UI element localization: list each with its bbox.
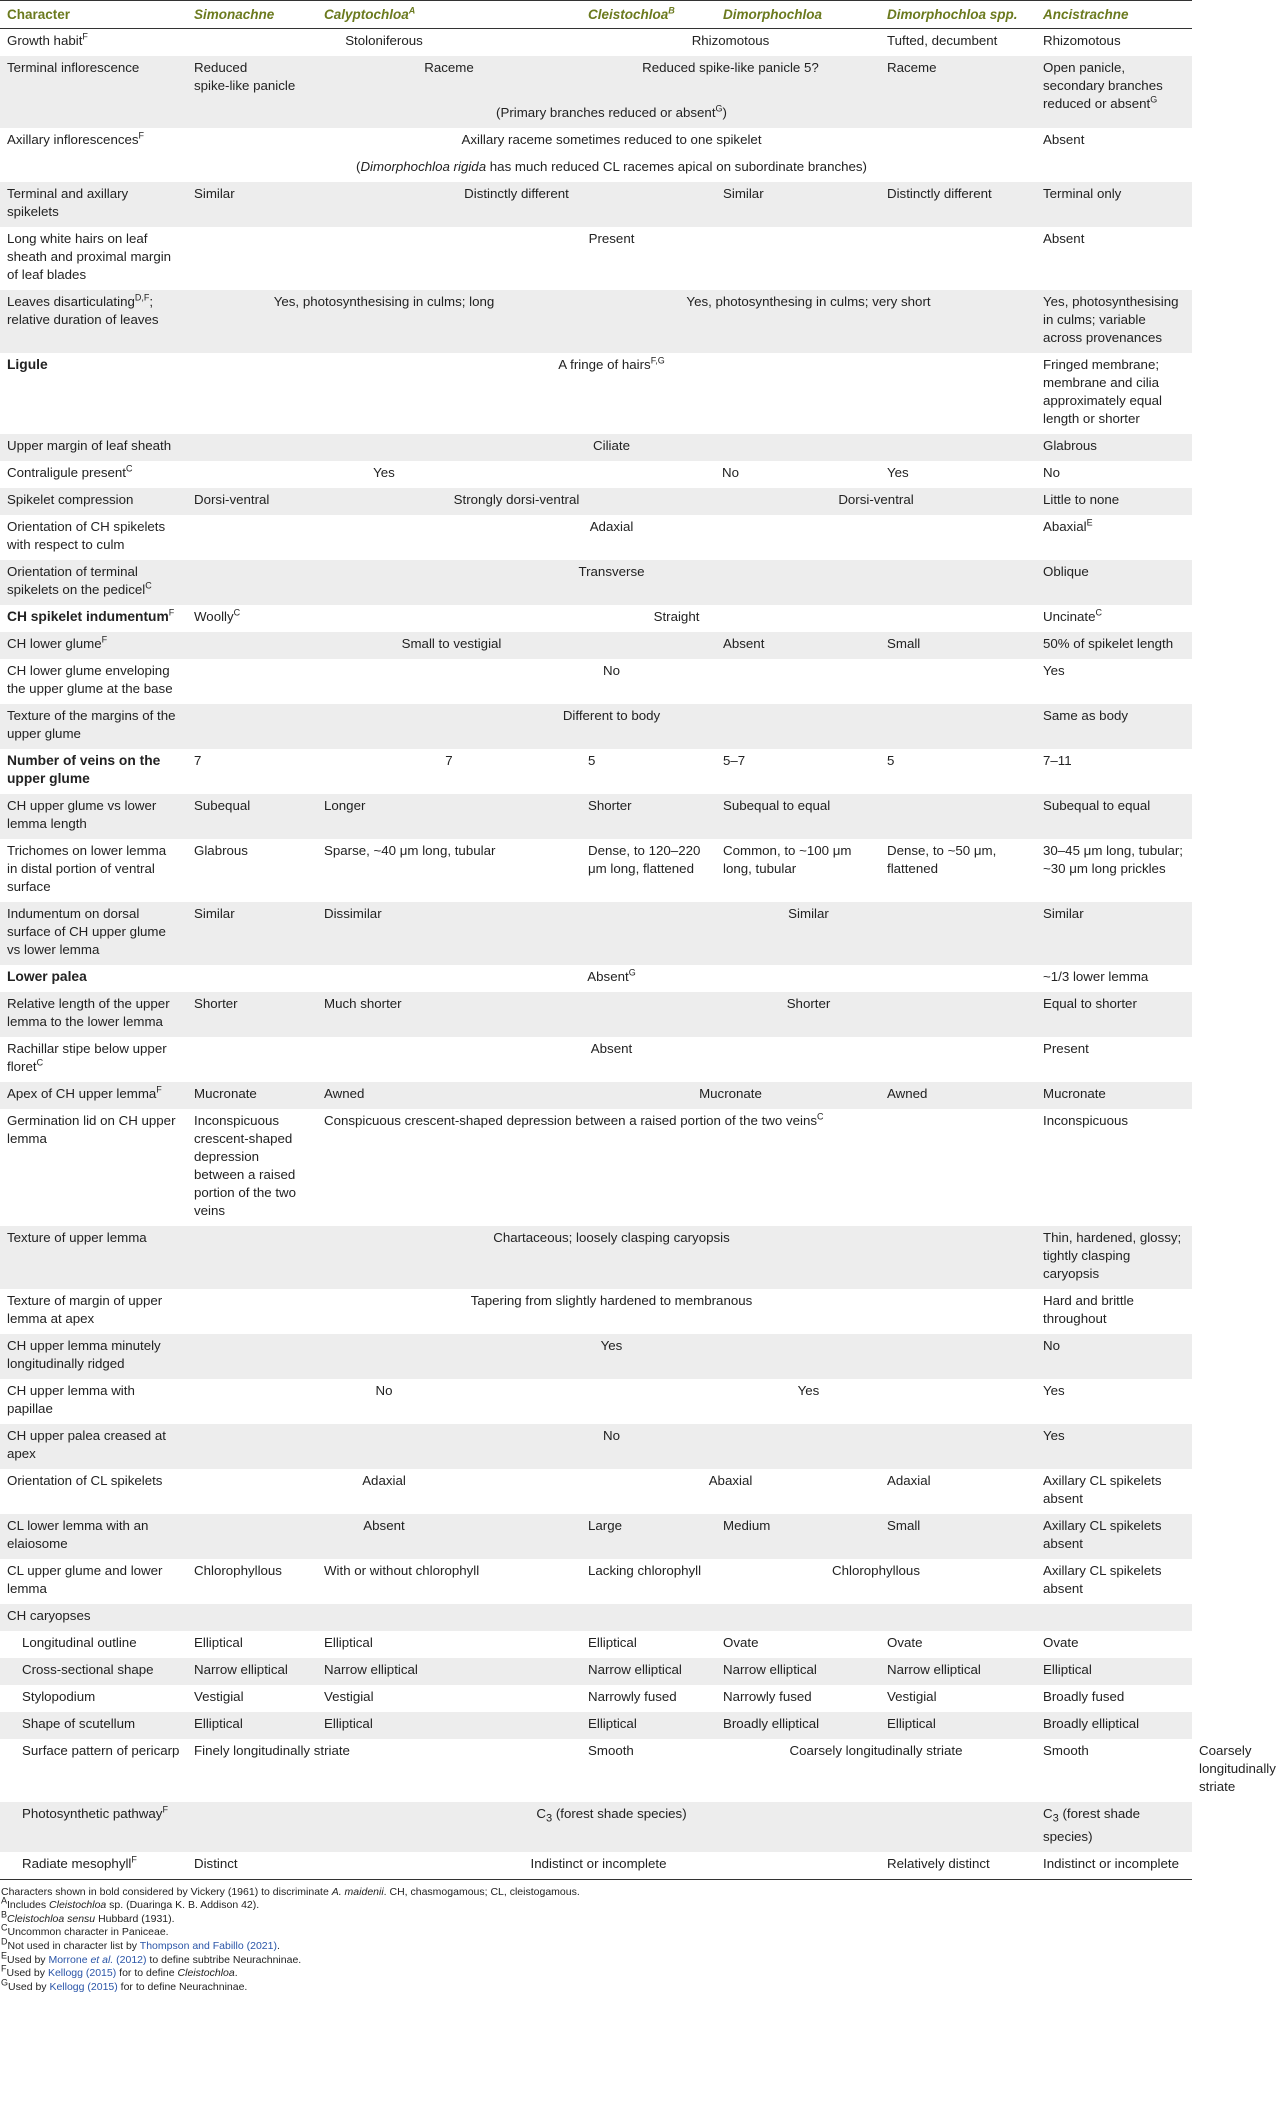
table-row <box>0 1424 1192 1469</box>
table-cell: Straight <box>653 609 700 624</box>
table-row: Surface pattern of pericarp Finely longitudinally striate Smooth Coarsely longitudinally striate Smooth Coarsely longitudinally striate <box>0 1739 1192 1802</box>
table-cell: Oblique <box>1036 560 1192 605</box>
column-header: Character <box>7 6 71 22</box>
table-cell: Narrow elliptical <box>880 1658 1036 1685</box>
table-row <box>0 965 1192 992</box>
table-cell: Mucronate <box>581 1082 880 1109</box>
table-row <box>0 1082 1192 1109</box>
table-row <box>0 1658 1192 1685</box>
column-header: Dimorphochloa <box>723 6 823 22</box>
footnote: $^D$Not used in character list by Thompson and Fabillo (2021). <box>1 1936 280 1953</box>
table-cell: Similar <box>1036 902 1192 965</box>
row-label: CH upper palea creased at apex <box>0 1424 187 1469</box>
table-cell: Dissimilar <box>317 902 581 965</box>
footnote: $^B$Cleistochloa sensu Hubbard (1931). <box>1 1909 175 1925</box>
table-cell: Vestigial <box>887 1689 937 1704</box>
row-label: Upper margin of leaf sheath <box>0 434 187 461</box>
table-cell: Conspicuous crescent-shaped depression between a raised portion of the two veins$^C$ <box>324 1111 824 1128</box>
table-row <box>0 353 1192 434</box>
table-cell: Rhizomotous <box>691 33 770 48</box>
row-label: CH upper lemma minutely longitudinally ridged <box>0 1334 187 1379</box>
table-cell: 5 <box>887 753 895 768</box>
row-label: Germination lid on CH upper lemma <box>7 1113 176 1146</box>
table-row <box>0 1802 1192 1852</box>
table-cell: Yes <box>373 465 395 480</box>
table-cell: Little to none <box>1036 488 1192 515</box>
footnote: $^G$Used by Kellogg (2015) for to define Neurachninae. <box>1 1977 248 1993</box>
table-cell: Mucronate <box>187 1082 317 1109</box>
table-row <box>0 461 1192 488</box>
row-label: CH caryopses <box>0 1604 1192 1631</box>
row-label: Number of veins on the upper glume <box>7 753 161 786</box>
table-cell: No <box>375 1383 393 1398</box>
table-cell: Adaxial <box>887 1473 931 1488</box>
table-row <box>0 902 1192 965</box>
table-cell: Dorsi-ventral <box>187 488 317 515</box>
row-label: Stylopodium <box>22 1689 96 1704</box>
table-cell: Similar <box>716 182 880 227</box>
row-label: CH spikelet indumentum$^F$ <box>7 607 175 624</box>
table-cell: Yes <box>887 465 909 480</box>
table-cell: Broadly fused <box>1043 1689 1125 1704</box>
table-cell: Medium <box>716 1514 880 1559</box>
table-cell: Relatively distinct <box>887 1855 990 1871</box>
table-cell: Abaxial$^E$ <box>1043 517 1093 534</box>
footnote: $^E$Used by Morrone et al. (2012) to define subtribe Neurachninae. <box>1 1950 302 1966</box>
table-cell: Thin, hardened, glossy; tightly clasping caryopsis <box>1036 1226 1192 1289</box>
column-header: Cleistochloa$^B$ <box>588 5 675 22</box>
row-label: Rachillar stipe below upper floret$^C$ <box>7 1041 167 1074</box>
table-cell: Tapering from slightly hardened to membranous <box>470 1293 753 1308</box>
table-cell: Mucronate <box>1036 1082 1192 1109</box>
row-label: Axillary inflorescences$^F$ <box>7 130 145 147</box>
table-cell: A fringe of hairs$^{F,G}$ <box>558 355 665 372</box>
table-row <box>0 29 1192 57</box>
row-label: Apex of CH upper lemma$^F$ <box>0 1082 187 1109</box>
table-cell: Inconspicuous <box>1043 1113 1129 1128</box>
table-cell: Abaxial <box>708 1473 753 1488</box>
table-cell: Absent <box>187 1514 581 1559</box>
row-label: Contraligule present$^C$ <box>7 463 133 480</box>
table-row <box>0 434 1192 461</box>
table-cell: Elliptical <box>880 1712 1036 1739</box>
table-row <box>0 1514 1192 1559</box>
row-label: Trichomes on lower lemma in distal portion of ventral surface <box>7 843 167 894</box>
table-cell: Axillary CL spikelets absent <box>1043 1473 1162 1506</box>
row-label: CL lower lemma with an elaiosome <box>0 1514 187 1559</box>
table-cell: Distinctly different <box>317 182 716 227</box>
table-cell: Yes, photosynthesising in culms; long <box>187 290 581 353</box>
table-cell: Small to vestigial <box>187 632 716 659</box>
table-cell: 5 <box>588 753 596 768</box>
row-label: Texture of margin of upper lemma at apex <box>7 1293 163 1326</box>
table-cell: Ciliate <box>187 434 1036 461</box>
table-cell: Vestigial <box>324 1689 374 1704</box>
table-cell: Elliptical <box>187 1712 317 1739</box>
table-row <box>0 290 1192 353</box>
table-cell: Different to body <box>187 704 1036 749</box>
table-cell: 7 <box>194 753 202 768</box>
table-cell: Narrow elliptical <box>317 1658 581 1685</box>
table-cell: Chlorophyllous <box>832 1563 920 1578</box>
table-cell: Awned <box>880 1082 1036 1109</box>
table-cell: Yes <box>1043 1383 1065 1398</box>
table-cell: Dense, to ~50 μm, flattened <box>887 843 997 876</box>
table-row <box>0 1604 1192 1631</box>
table-cell: Smooth <box>1043 1743 1089 1758</box>
table-cell: No <box>603 663 620 678</box>
row-label: Relative length of the upper lemma to the lower lemma <box>0 992 187 1037</box>
table-cell: Narrowly fused <box>723 1689 812 1704</box>
table-row <box>0 1712 1192 1739</box>
table-row <box>0 749 1192 794</box>
table-row <box>0 1469 1192 1514</box>
table-cell: Narrowly fused <box>588 1689 677 1704</box>
row-label: CH upper lemma with papillae <box>7 1383 135 1416</box>
table-cell: Indistinct or incomplete <box>530 1855 667 1871</box>
table-cell: Uncinate$^C$ <box>1043 607 1102 624</box>
table-cell: Terminal only <box>1036 182 1192 227</box>
row-label: Shape of scutellum <box>0 1712 187 1739</box>
row-label: Indumentum on dorsal surface of CH upper glume vs lower lemma <box>0 902 187 965</box>
row-label: Long white hairs on leaf sheath and proximal margin of leaf blades <box>7 231 172 282</box>
table-row <box>0 1334 1192 1379</box>
table-cell: Adaxial <box>362 1473 406 1488</box>
table-cell: Coarsely longitudinally striate <box>789 1743 963 1758</box>
table-cell: Stoloniferous <box>345 33 423 48</box>
row-label: Photosynthetic pathway$^F$ <box>0 1802 187 1852</box>
table-cell: Tufted, decumbent <box>887 33 998 48</box>
table-cell: $C_3$ (forest shade species) <box>187 1802 1036 1852</box>
table-row <box>0 488 1192 515</box>
table-cell: No <box>1043 465 1060 480</box>
table-cell: Inconspicuous crescent-shaped depression between a raised portion of the two veins <box>194 1113 297 1218</box>
table-cell: Absent$^G$ <box>587 967 636 984</box>
table-row <box>0 56 1192 101</box>
column-header: Calyptochloa$^A$ <box>324 5 416 22</box>
table-cell: Distinctly different <box>880 182 1036 227</box>
table-cell: Reduced spike-like panicle 5? <box>581 56 880 101</box>
column-header: Simonachne <box>194 6 275 22</box>
table-cell: Adaxial <box>589 519 634 534</box>
table-cell: No <box>187 1424 1036 1469</box>
row-label: Terminal and axillary spikelets <box>0 182 187 227</box>
row-label: Terminal inflorescence <box>0 56 187 128</box>
table-cell: Ovate <box>1043 1635 1079 1650</box>
footnote: $^C$Uncommon character in Paniceae. <box>1 1922 169 1939</box>
table-footnotes <box>0 1880 1192 1995</box>
row-label: Radiate mesophyll$^F$ <box>22 1854 137 1871</box>
table-row <box>0 605 1192 632</box>
footnote: $^F$Used by Kellogg (2015) for to define Cleistochloa. <box>1 1963 238 1980</box>
table-row <box>0 515 1192 560</box>
table-cell: Axillary raceme sometimes reduced to one spikelet <box>461 132 762 147</box>
row-label: Ligule <box>7 357 48 372</box>
table-row <box>0 659 1192 704</box>
table-cell: Narrow elliptical <box>187 1658 317 1685</box>
table-cell: Longer <box>317 794 581 839</box>
table-cell: Distinct <box>194 1855 238 1871</box>
table-cell: Yes, photosynthesing in culms; very short <box>581 290 1036 353</box>
table-cell: Ovate <box>723 1635 759 1650</box>
table-cell: Narrow elliptical <box>581 1658 716 1685</box>
table-cell: Lacking chlorophyll <box>588 1563 702 1578</box>
column-header: Dimorphochloa spp. <box>887 6 1018 22</box>
row-label: Orientation of terminal spikelets on the pedicel$^C$ <box>0 560 187 605</box>
table-row <box>0 128 1192 155</box>
table-cell: Rhizomotous <box>1043 33 1121 48</box>
table-cell: Indistinct or incomplete <box>1043 1855 1179 1871</box>
table-cell: No <box>722 465 739 480</box>
table-header <box>0 1 1192 29</box>
table-cell: Ovate <box>887 1635 923 1650</box>
table-cell: Hard and brittle throughout <box>1043 1293 1134 1326</box>
table-cell: 30–45 μm long, tubular; ~30 μm long prickles <box>1043 843 1183 876</box>
row-label: Lower palea <box>7 969 87 984</box>
table-cell: With or without chlorophyll <box>324 1563 480 1578</box>
table-cell: 7 <box>445 753 453 768</box>
table-row <box>0 1289 1192 1334</box>
table-cell: Yes <box>187 1334 1036 1379</box>
row-label: Spikelet compression <box>0 488 187 515</box>
table-cell: Broadly elliptical <box>1036 1712 1192 1739</box>
table-cell: Axillary CL spikelets absent <box>1043 1563 1162 1596</box>
table-cell: Axillary CL spikelets absent <box>1036 1514 1192 1559</box>
footnote: Characters shown in bold considered by Vickery (1961) to discriminate A. maidenii. CH, chasmogamous; CL, cleistogamous. <box>1 1885 580 1898</box>
table-row <box>0 992 1192 1037</box>
table-cell: Vestigial <box>194 1689 244 1704</box>
table-cell: Similar <box>581 902 1036 965</box>
table-cell: Strongly dorsi-ventral <box>317 488 716 515</box>
table-cell: Subequal to equal <box>1036 794 1192 839</box>
table-cell: Glabrous <box>194 843 248 858</box>
table-cell: Smooth <box>588 1743 634 1758</box>
table-row <box>0 227 1192 290</box>
table-row <box>0 560 1192 605</box>
footnote: $^A$Includes Cleistochloa sp. (Duaringa K. B. Addison 42). <box>1 1895 260 1912</box>
table-cell: Awned <box>317 1082 581 1109</box>
table-cell: Chlorophyllous <box>194 1563 282 1578</box>
table-row <box>0 1226 1192 1289</box>
table-cell: Sparse, ~40 μm long, tubular <box>324 843 496 858</box>
table-cell: Dense, to 120–220 μm long, flattened <box>588 843 701 876</box>
row-label: CL upper glume and lower lemma <box>7 1563 163 1596</box>
table-cell: Shorter <box>581 794 716 839</box>
table-cell: Narrow elliptical <box>716 1658 880 1685</box>
table-row <box>0 1379 1192 1424</box>
table-cell: Elliptical <box>1036 1658 1192 1685</box>
table-cell: Yes <box>1043 663 1065 678</box>
row-label: Surface pattern of pericarp <box>22 1743 180 1758</box>
table-cell: Fringed membrane; membrane and cilia approximately equal length or shorter <box>1043 357 1163 426</box>
table-row <box>0 839 1192 902</box>
table-cell: Elliptical <box>324 1635 373 1650</box>
table-row <box>0 1109 1192 1226</box>
table-row <box>0 1852 1192 1880</box>
table-cell: Common, to ~100 μm long, tubular <box>723 843 852 876</box>
row-label: CH lower glume enveloping the upper glume at the base <box>7 663 173 696</box>
table-cell: Shorter <box>187 992 317 1037</box>
table-cell: Shorter <box>581 992 1036 1037</box>
table-cell: Finely longitudinally striate <box>194 1743 350 1758</box>
table-cell: Yes <box>797 1383 820 1398</box>
table-body <box>0 29 1276 1880</box>
table-cell: Equal to shorter <box>1036 992 1192 1037</box>
table-cell: Elliptical <box>194 1635 243 1650</box>
table-cell: Woolly$^C$ <box>194 607 241 624</box>
table-cell: Similar <box>187 182 317 227</box>
table-cell: Absent <box>716 632 880 659</box>
table-cell: $C_3$ (forest shade species) <box>1036 1802 1192 1852</box>
table-cell: Present <box>588 231 635 246</box>
table-row <box>0 704 1192 749</box>
row-label: Orientation of CL spikelets <box>7 1473 163 1488</box>
row-label: CH lower glume$^F$ <box>0 632 187 659</box>
row-label: Longitudinal outline <box>22 1635 137 1650</box>
table-row <box>0 182 1192 227</box>
table-cell: Elliptical <box>317 1712 581 1739</box>
row-label: (Dimorphochloa rigida has much reduced CL racemes apical on subordinate branches) <box>356 159 867 174</box>
table-row <box>0 1685 1192 1712</box>
table-cell: Transverse <box>187 560 1036 605</box>
table-cell: Yes, photosynthesising in culms; variable across provenances <box>1036 290 1192 353</box>
table-cell: 5–7 <box>723 753 746 768</box>
table-cell: Elliptical <box>588 1635 637 1650</box>
table-row <box>0 1037 1192 1082</box>
row-label: CH upper glume vs lower lemma length <box>0 794 187 839</box>
table-row <box>0 794 1192 839</box>
table-cell: Yes <box>1036 1424 1192 1469</box>
table-cell: Same as body <box>1036 704 1192 749</box>
row-label: Texture of upper lemma <box>0 1226 187 1289</box>
row-label: (Primary branches reduced or absent$^G$) <box>187 101 1036 128</box>
table-row <box>0 1559 1192 1604</box>
table-cell: Glabrous <box>1036 434 1192 461</box>
table-cell: Absent <box>590 1041 633 1056</box>
table-cell: Subequal to equal <box>716 794 1036 839</box>
table-cell: Much shorter <box>317 992 581 1037</box>
table-cell: Small <box>880 632 1036 659</box>
table-cell: Present <box>1043 1041 1089 1056</box>
table-row <box>0 1631 1192 1658</box>
table-cell: Raceme <box>317 56 581 101</box>
table-cell: Broadly elliptical <box>716 1712 880 1739</box>
table-cell: Dorsi-ventral <box>716 488 1036 515</box>
table-cell: Small <box>880 1514 1036 1559</box>
table-cell: Reduced spike-like panicle <box>187 56 317 101</box>
row-label: Texture of the margins of the upper glume <box>0 704 187 749</box>
row-label: Orientation of CH spikelets with respect to culm <box>7 519 166 552</box>
table-cell: Absent <box>1043 231 1085 246</box>
table-cell: Subequal <box>187 794 317 839</box>
table-cell: Elliptical <box>581 1712 716 1739</box>
table-cell: Raceme <box>880 56 1036 101</box>
table-cell: No <box>1036 1334 1192 1379</box>
column-header: Ancistrachne <box>1043 6 1129 22</box>
table-cell: Chartaceous; loosely clasping caryopsis <box>187 1226 1036 1289</box>
row-label: Leaves disarticulating$^{D,F}$; relative duration of leaves <box>0 290 187 353</box>
table-cell: Large <box>581 1514 716 1559</box>
table-cell: 50% of spikelet length <box>1036 632 1192 659</box>
table-cell: ~1/3 lower lemma <box>1043 969 1149 984</box>
table-row <box>0 632 1192 659</box>
header-row <box>0 1 1192 29</box>
table-cell: Absent <box>1043 132 1085 147</box>
row-label: Growth habit$^F$ <box>7 31 88 48</box>
table-cell: Open panicle, secondary branches reduced or absent$^G$ <box>1036 56 1192 128</box>
row-label: Cross-sectional shape <box>0 1658 187 1685</box>
table-cell: 7–11 <box>1043 753 1072 768</box>
table-cell: Similar <box>187 902 317 965</box>
